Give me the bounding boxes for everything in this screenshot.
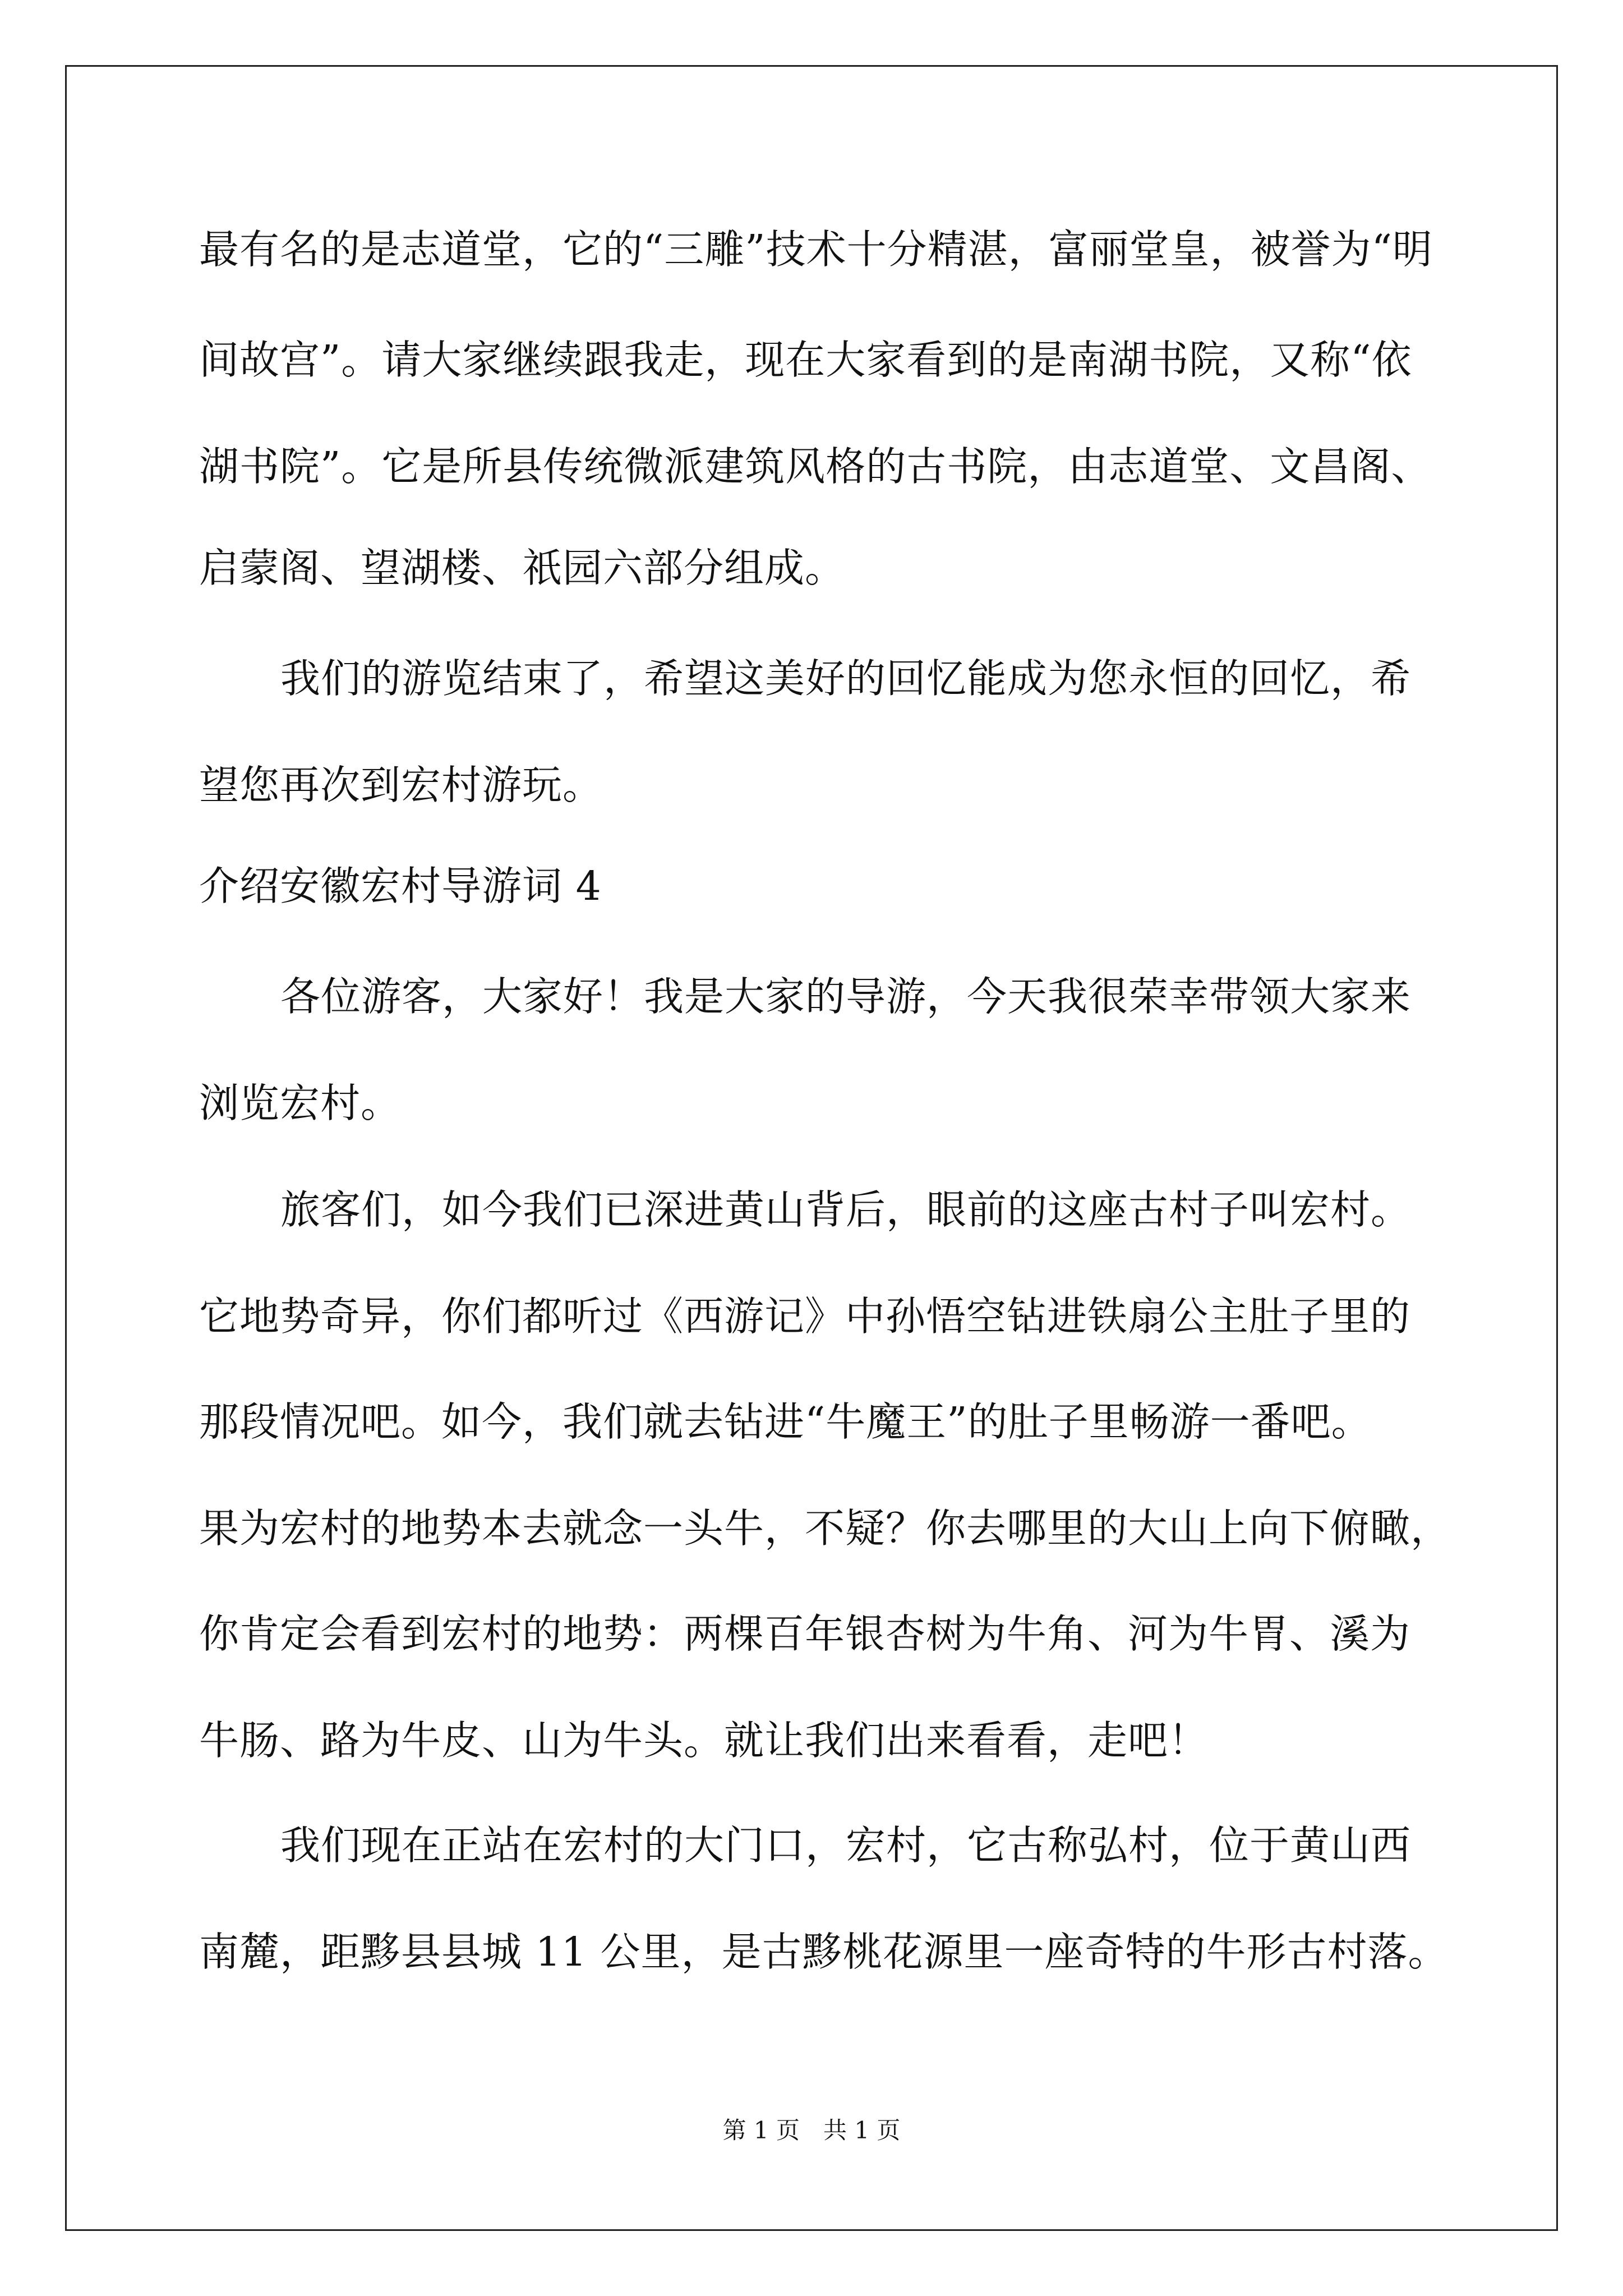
text-line-3: 湖书院”。它是所县传统微派建筑风格的古书院，由志道堂、文昌阁、 [199, 443, 1432, 490]
text-line-16: 我们现在正站在宏村的大门口，宏村，它古称弘村，位于黄山西 [280, 1822, 1412, 1869]
text-line-6: 望您再次到宏村游玩。 [199, 762, 603, 808]
text-line-4: 启蒙阁、望湖楼、祇园六部分组成。 [199, 545, 846, 591]
text-line-1: 最有名的是志道堂，它的“三雕”技术十分精湛，富丽堂皇，被誉为“明 [199, 226, 1433, 273]
text-line-13: 果为宏村的地势本去就念一头牛，不疑？你去哪里的大山上向下俯瞰， [199, 1505, 1451, 1552]
text-line-11: 它地势奇异，你们都听过《西游记》中孙悟空钻进铁扇公主肚子里的 [199, 1293, 1411, 1340]
text-line-8: 各位游客，大家好！我是大家的导游，今天我很荣幸带领大家来 [280, 973, 1412, 1020]
text-line-5: 我们的游览结束了，希望这美好的回忆能成为您永恒的回忆，希 [280, 655, 1412, 702]
text-line-2: 间故宫”。请大家继续跟我走，现在大家看到的是南湖书院，又称“依 [199, 337, 1412, 383]
text-line-15: 牛肠、路为牛皮、山为牛头。就让我们出来看看，走吧！ [199, 1717, 1209, 1764]
text-line-14: 你肯定会看到宏村的地势：两棵百年银杏树为牛角、河为牛胃、溪为 [199, 1611, 1411, 1657]
page-border [65, 65, 1558, 2231]
section-heading: 介绍安徽宏村导游词 4 [199, 863, 602, 909]
text-line-12: 那段情况吧。如今，我们就去钻进“牛魔王”的肚子里畅游一番吧。 [199, 1398, 1372, 1445]
text-line-9: 浏览宏村。 [199, 1080, 402, 1126]
text-line-10: 旅客们，如今我们已深进黄山背后，眼前的这座古村子叫宏村。 [280, 1186, 1412, 1233]
text-line-17: 南麓，距黟县县城 11 公里，是古黟桃花源里一座奇特的牛形古村落。 [199, 1929, 1449, 1975]
page-footer: 第 1 页 共 1 页 [722, 2116, 901, 2144]
